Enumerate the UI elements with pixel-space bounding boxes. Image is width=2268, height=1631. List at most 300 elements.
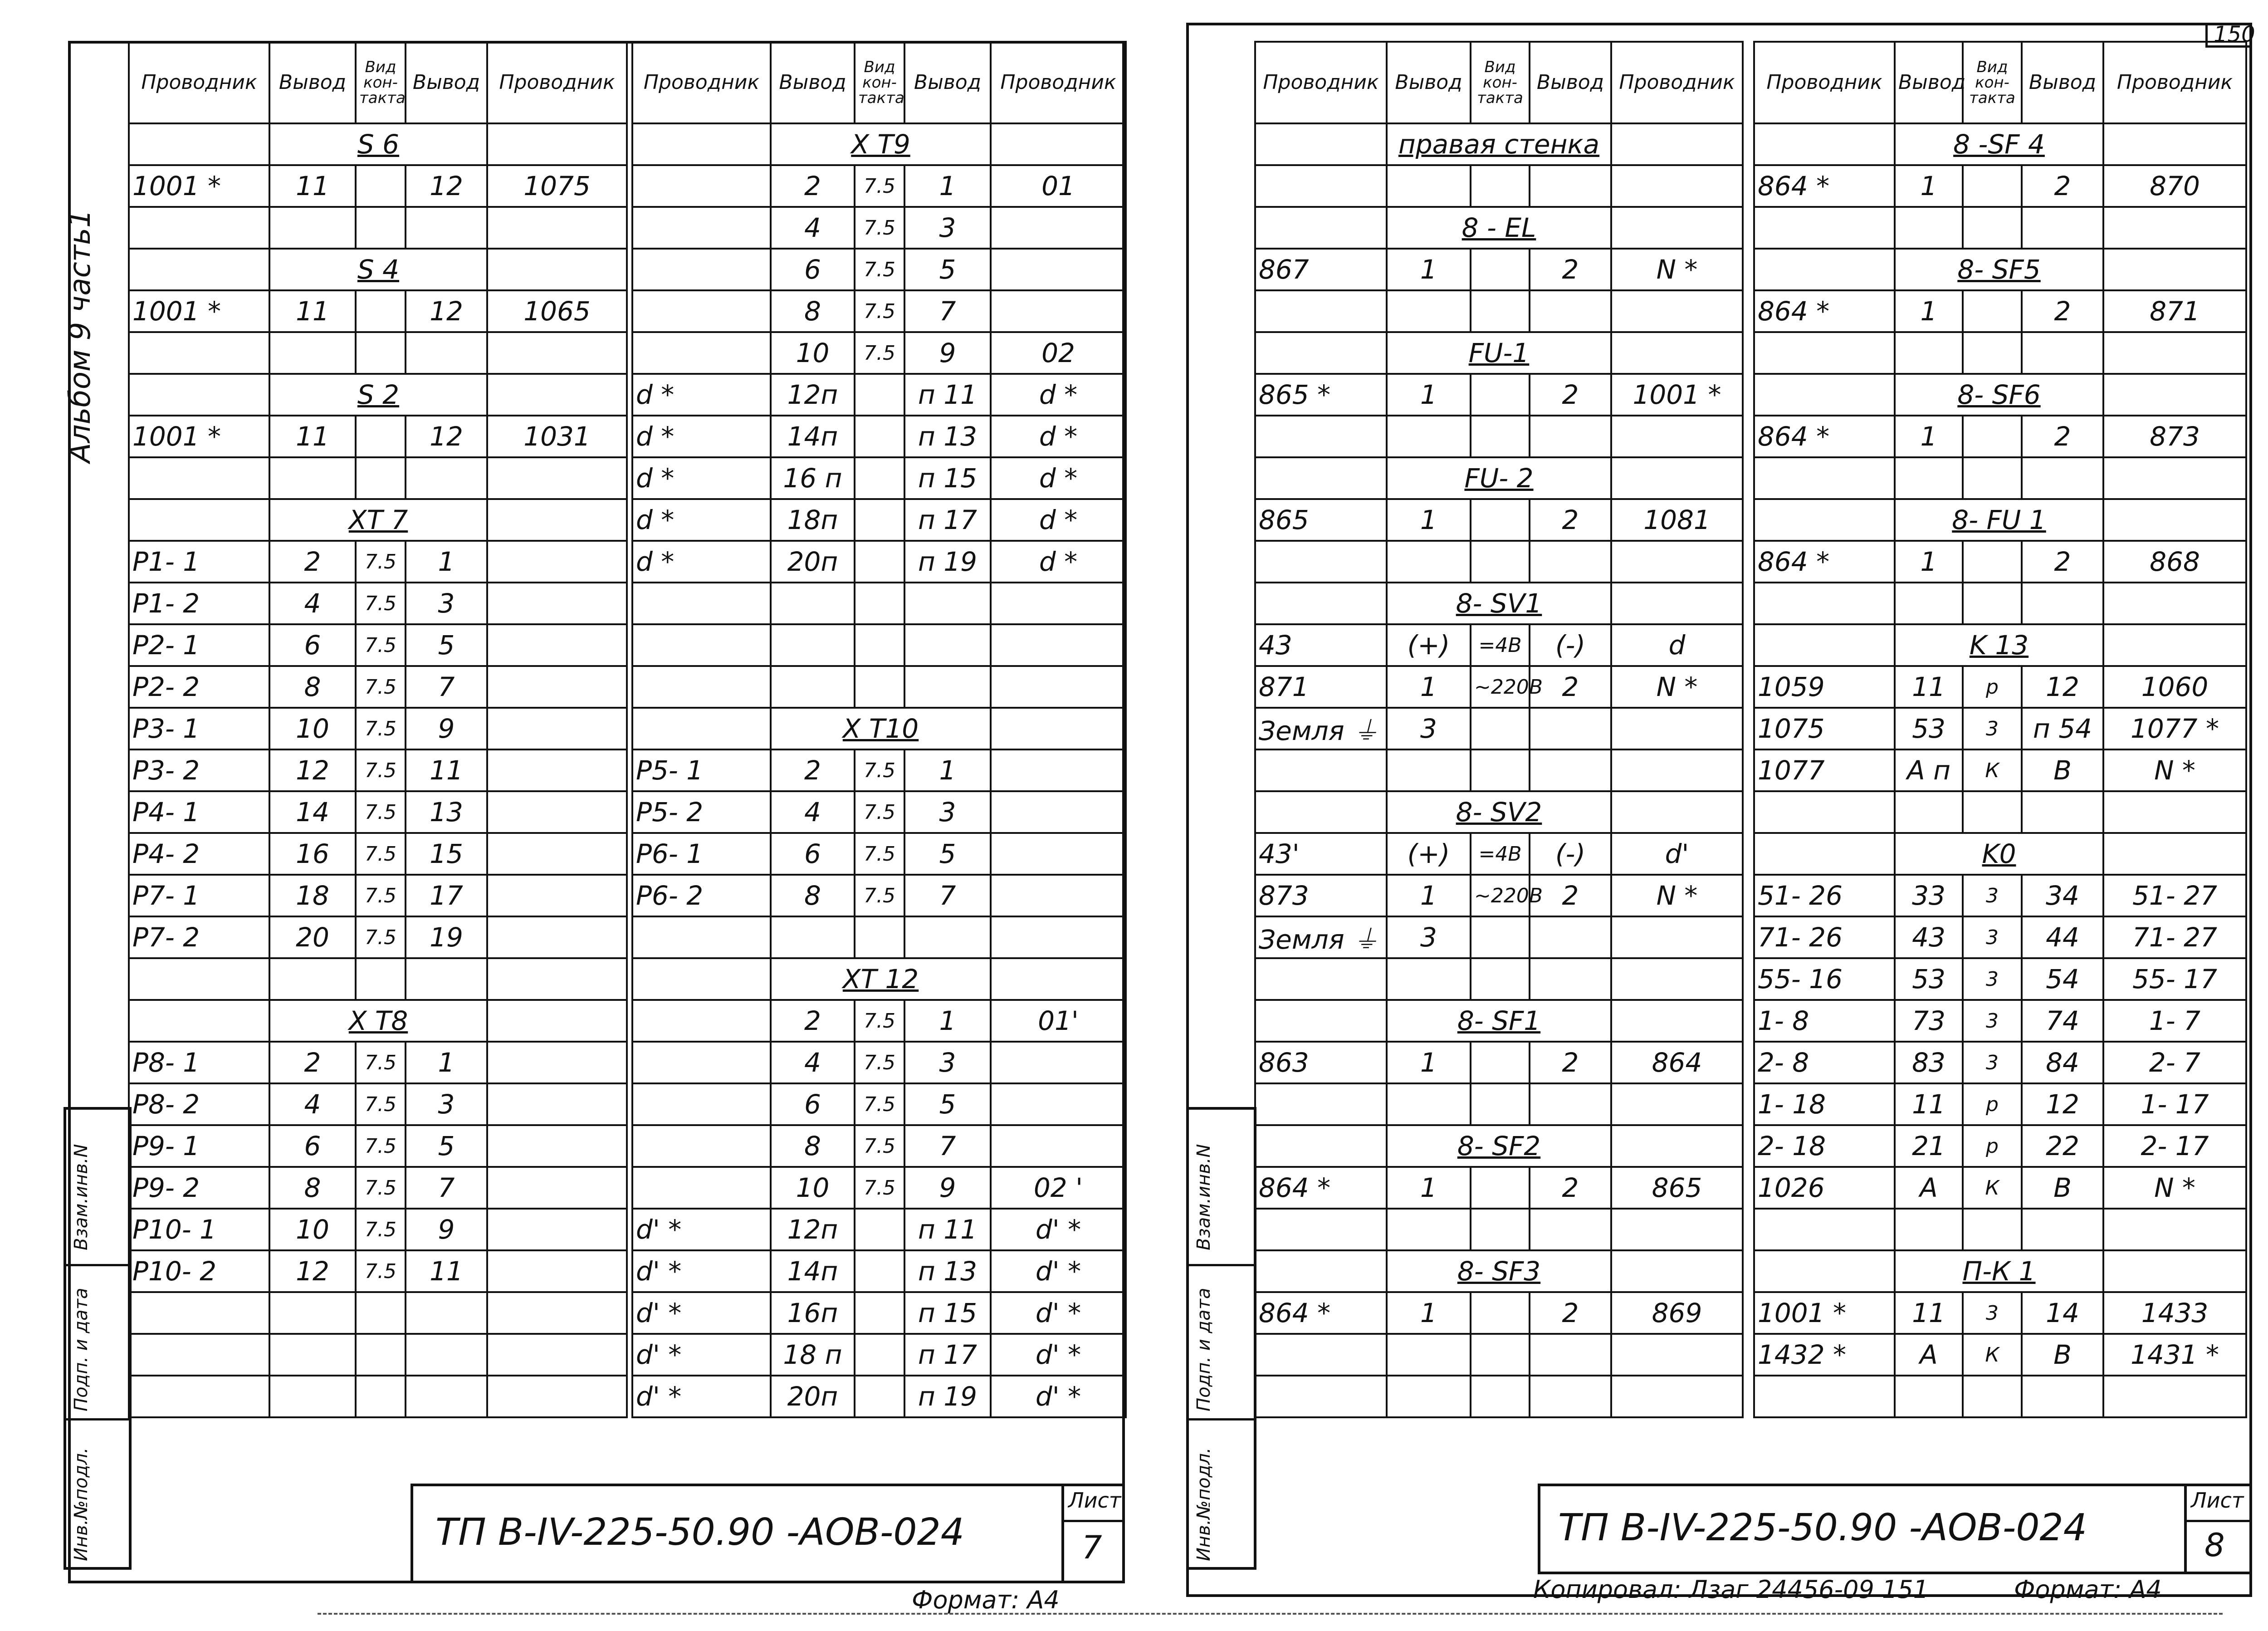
table-cell: 7.5 — [356, 749, 406, 791]
table-row — [129, 749, 627, 791]
table-cell — [487, 708, 627, 749]
table-cell — [356, 290, 406, 332]
table-cell — [129, 1292, 269, 1334]
table-cell — [1754, 791, 1895, 833]
table-cell — [406, 1376, 487, 1417]
table-row — [129, 1209, 627, 1250]
table-cell — [406, 1292, 487, 1334]
table-cell — [1255, 207, 1387, 249]
table-cell — [2103, 499, 2246, 541]
table-cell — [1471, 249, 1530, 290]
table-cell: 7.5 — [855, 833, 904, 875]
table-cell — [1963, 1376, 2022, 1417]
table-row — [1255, 290, 1743, 332]
table-cell — [1963, 416, 2022, 457]
table-cell: 871 — [1255, 666, 1387, 708]
table-cell: d * — [632, 541, 771, 583]
table-row — [632, 749, 1126, 791]
group-heading: XT 7 — [269, 499, 487, 541]
table-cell: 5 — [904, 1083, 991, 1125]
table-cell: 2 — [771, 165, 855, 207]
table-row — [129, 583, 627, 624]
table-cell — [855, 1209, 904, 1250]
table-cell — [1611, 708, 1743, 749]
table-cell: 1 — [1895, 165, 1963, 207]
sheet7-format: Формат: А4 — [912, 1586, 1060, 1614]
table-row — [1754, 123, 2246, 165]
table-cell — [1963, 583, 2022, 624]
table-cell: 17 — [406, 875, 487, 916]
table-cell: 11 — [269, 290, 356, 332]
table-row — [1255, 374, 1743, 416]
table-cell: А — [1895, 1334, 1963, 1376]
group-heading: 8- SF6 — [1895, 374, 2103, 416]
table-cell — [406, 207, 487, 249]
table-cell: d' * — [991, 1376, 1126, 1417]
table-cell: 7 — [904, 1125, 991, 1167]
table-cell: п 19 — [904, 1376, 991, 1417]
table-row — [1255, 457, 1743, 499]
table-cell — [487, 1292, 627, 1334]
table-cell: 2 — [2022, 290, 2103, 332]
table-cell: 2 — [1530, 374, 1611, 416]
table-cell — [1611, 457, 1743, 499]
table-cell: К — [1963, 1334, 2022, 1376]
table-cell: 1 — [1387, 666, 1471, 708]
table-cell: 13 — [406, 791, 487, 833]
table-cell: 1 — [406, 1042, 487, 1083]
table-cell — [855, 666, 904, 708]
table-cell — [1387, 165, 1471, 207]
table-cell — [1387, 1334, 1471, 1376]
table-cell: 7 — [904, 875, 991, 916]
table-row — [1255, 958, 1743, 1000]
table-cell — [771, 666, 855, 708]
table-cell — [2103, 791, 2246, 833]
table-cell — [406, 958, 487, 1000]
table-cell: 1031 — [487, 416, 627, 457]
table-cell: 33 — [1895, 875, 1963, 916]
table-cell — [991, 958, 1126, 1000]
table-cell: d' * — [632, 1209, 771, 1250]
table-cell — [2103, 207, 2246, 249]
table-cell: P10- 1 — [129, 1209, 269, 1250]
table-row — [632, 290, 1126, 332]
group-heading: 8- SV2 — [1387, 791, 1611, 833]
table-cell: N * — [2103, 749, 2246, 791]
table-cell — [1611, 290, 1743, 332]
table-row — [1255, 749, 1743, 791]
table-cell: 6 — [269, 624, 356, 666]
table-cell: 1001 * — [129, 165, 269, 207]
table-cell: 51- 27 — [2103, 875, 2246, 916]
table-cell: 11 — [269, 165, 356, 207]
table-cell: 4 — [269, 1083, 356, 1125]
table-row — [632, 249, 1126, 290]
table-cell — [1611, 958, 1743, 1000]
table-cell — [632, 165, 771, 207]
table-cell — [1471, 1376, 1530, 1417]
table-cell — [129, 1376, 269, 1417]
table-cell: 01' — [991, 1000, 1126, 1042]
header-conductor: Проводник — [1754, 42, 1895, 123]
table-cell — [2022, 1209, 2103, 1250]
table-cell — [406, 1334, 487, 1376]
table-cell: d * — [991, 416, 1126, 457]
table-row — [129, 833, 627, 875]
table-cell — [632, 1167, 771, 1209]
header-contact-type: Вид кон- такта — [1471, 42, 1530, 123]
table-cell: P7- 2 — [129, 916, 269, 958]
table-row — [1255, 1000, 1743, 1042]
table-cell: 1 — [904, 165, 991, 207]
table-cell: 2 — [1530, 875, 1611, 916]
table-row — [1255, 165, 1743, 207]
table-cell: N * — [1611, 875, 1743, 916]
table-cell: 5 — [406, 624, 487, 666]
table-cell — [904, 624, 991, 666]
table-cell: 3 — [1387, 708, 1471, 749]
table-cell: 7.5 — [356, 1125, 406, 1167]
table-cell: ~220В — [1471, 875, 1530, 916]
table-cell — [855, 1376, 904, 1417]
table-cell: =4В — [1471, 624, 1530, 666]
table-cell — [2103, 1250, 2246, 1292]
table-cell — [1611, 1334, 1743, 1376]
table-row — [632, 1000, 1126, 1042]
table-cell: 21 — [1895, 1125, 1963, 1167]
table-cell — [1611, 416, 1743, 457]
table-cell: 1075 — [1754, 708, 1895, 749]
table-cell — [1387, 958, 1471, 1000]
table-row — [632, 833, 1126, 875]
table-cell: 7.5 — [855, 1125, 904, 1167]
table-cell: 11 — [406, 1250, 487, 1292]
table-cell: 7.5 — [855, 875, 904, 916]
table-cell: 8 — [771, 875, 855, 916]
table-row — [1255, 708, 1743, 749]
sheet7-table-b — [631, 41, 1127, 1418]
table-row — [1255, 1250, 1743, 1292]
table-row — [129, 332, 627, 374]
table-cell — [1963, 290, 2022, 332]
table-row — [632, 1042, 1126, 1083]
table-cell: 53 — [1895, 958, 1963, 1000]
table-cell: 8 — [269, 1167, 356, 1209]
table-cell: P4- 2 — [129, 833, 269, 875]
table-cell — [1471, 374, 1530, 416]
table-cell: 1001 * — [1754, 1292, 1895, 1334]
header-conductor: Проводник — [632, 42, 771, 123]
table-row — [632, 583, 1126, 624]
table-cell: р — [1963, 666, 2022, 708]
table-cell — [2022, 1376, 2103, 1417]
table-cell — [1754, 1209, 1895, 1250]
table-cell — [1754, 207, 1895, 249]
table-row — [1255, 1125, 1743, 1167]
table-cell — [2103, 833, 2246, 875]
table-cell — [1255, 165, 1387, 207]
table-cell: P8- 2 — [129, 1083, 269, 1125]
table-cell — [632, 249, 771, 290]
table-cell: р — [1963, 1125, 2022, 1167]
table-cell: 7.5 — [356, 624, 406, 666]
table-cell — [1754, 1376, 1895, 1417]
table-cell — [406, 332, 487, 374]
table-cell — [855, 1292, 904, 1334]
table-row — [1255, 1042, 1743, 1083]
table-row — [1255, 123, 1743, 165]
table-row — [129, 416, 627, 457]
table-cell: d' * — [991, 1334, 1126, 1376]
group-heading: 8- SF2 — [1387, 1125, 1611, 1167]
table-row — [129, 666, 627, 708]
table-cell — [1754, 833, 1895, 875]
table-cell — [269, 958, 356, 1000]
table-cell: 1- 8 — [1754, 1000, 1895, 1042]
table-cell: 3 — [1387, 916, 1471, 958]
table-row — [129, 1376, 627, 1417]
table-cell — [1471, 749, 1530, 791]
table-row — [632, 416, 1126, 457]
table-cell — [1611, 1209, 1743, 1250]
table-cell: В — [2022, 749, 2103, 791]
table-cell — [487, 875, 627, 916]
table-cell: 7.5 — [855, 1167, 904, 1209]
table-cell — [269, 332, 356, 374]
table-cell — [1471, 416, 1530, 457]
table-row — [632, 1376, 1126, 1417]
header-terminal: Вывод — [2022, 42, 2103, 123]
table-row — [632, 1083, 1126, 1125]
table-cell — [356, 457, 406, 499]
table-cell: 6 — [771, 249, 855, 290]
table-cell: 2 — [1530, 1042, 1611, 1083]
table-cell — [1754, 332, 1895, 374]
table-cell: =4В — [1471, 833, 1530, 875]
sheet7-side-stamp — [64, 1107, 132, 1570]
table-cell — [855, 916, 904, 958]
table-cell: d' * — [991, 1292, 1126, 1334]
table-cell — [487, 207, 627, 249]
table-cell — [1611, 332, 1743, 374]
table-cell: 1432 * — [1754, 1334, 1895, 1376]
table-cell — [1471, 916, 1530, 958]
group-heading: 8 -SF 4 — [1895, 123, 2103, 165]
table-cell: 7.5 — [356, 1083, 406, 1125]
table-cell: 1 — [904, 1000, 991, 1042]
table-cell: 9 — [406, 708, 487, 749]
table-cell: 864 * — [1255, 1292, 1387, 1334]
header-contact-type: Вид кон- такта — [855, 42, 904, 123]
table-cell — [991, 1042, 1126, 1083]
table-cell — [1530, 541, 1611, 583]
table-cell: 1 — [1895, 290, 1963, 332]
side-label-replace-inv: Взам.инв.N — [71, 1144, 92, 1250]
table-cell: 16п — [771, 1292, 855, 1334]
group-heading: K0 — [1895, 833, 2103, 875]
table-cell: 12 — [2022, 1083, 2103, 1125]
table-cell: 73 — [1895, 1000, 1963, 1042]
table-cell: 7.5 — [356, 666, 406, 708]
table-cell — [356, 1376, 406, 1417]
table-cell: 864 * — [1754, 165, 1895, 207]
table-cell: 11 — [1895, 1083, 1963, 1125]
table-cell — [487, 749, 627, 791]
table-row — [1754, 916, 2246, 958]
table-cell: 2 — [2022, 165, 2103, 207]
table-cell — [1530, 290, 1611, 332]
table-cell — [1754, 624, 1895, 666]
group-heading: 8- SF1 — [1387, 1000, 1611, 1042]
table-cell — [2103, 123, 2246, 165]
table-cell: 01 — [991, 165, 1126, 207]
table-cell: 14 — [269, 791, 356, 833]
table-cell — [487, 624, 627, 666]
table-cell — [855, 583, 904, 624]
table-cell: P9- 2 — [129, 1167, 269, 1209]
table-cell: 20 — [269, 916, 356, 958]
side-label-inv-no: Инв.№подл. — [71, 1447, 92, 1561]
sheet8-table-c — [1254, 41, 1744, 1418]
table-row — [632, 123, 1126, 165]
table-row — [1754, 1209, 2246, 1250]
table-cell — [487, 666, 627, 708]
table-row — [1754, 374, 2246, 416]
table-cell: 7.5 — [356, 916, 406, 958]
table-cell — [991, 916, 1126, 958]
table-cell — [2103, 249, 2246, 290]
table-cell: ~220В — [1471, 666, 1530, 708]
table-cell — [1611, 749, 1743, 791]
table-row — [1754, 1083, 2246, 1125]
table-cell — [632, 207, 771, 249]
table-cell — [1471, 1083, 1530, 1125]
table-row — [632, 457, 1126, 499]
table-cell: 2 — [2022, 541, 2103, 583]
table-row — [129, 958, 627, 1000]
table-cell: 2 — [771, 1000, 855, 1042]
table-cell — [487, 457, 627, 499]
table-cell: 2 — [269, 1042, 356, 1083]
table-cell: К — [1963, 749, 2022, 791]
table-row — [129, 123, 627, 165]
table-row — [1255, 875, 1743, 916]
table-row — [129, 541, 627, 583]
table-cell: 3 — [406, 1083, 487, 1125]
table-cell: В — [2022, 1167, 2103, 1209]
table-cell — [1471, 1334, 1530, 1376]
table-cell — [356, 416, 406, 457]
sheet8-format: Формат: А4 — [2014, 1575, 2162, 1604]
table-row — [632, 624, 1126, 666]
table-cell: 3 — [1963, 1292, 2022, 1334]
sheet8-sheet-number: 8 — [2204, 1527, 2225, 1564]
table-cell — [1387, 541, 1471, 583]
table-cell — [1895, 1209, 1963, 1250]
table-cell — [1255, 290, 1387, 332]
table-cell: P7- 1 — [129, 875, 269, 916]
group-heading: X T8 — [269, 1000, 487, 1042]
table-cell — [487, 1167, 627, 1209]
table-cell: 7.5 — [356, 1250, 406, 1292]
table-cell: 71- 26 — [1754, 916, 1895, 958]
sheet8-sheet-label: Лист — [2191, 1488, 2244, 1513]
header-terminal: Вывод — [1530, 42, 1611, 123]
table-row — [632, 1125, 1126, 1167]
table-cell: 1- 18 — [1754, 1083, 1895, 1125]
table-row — [1754, 457, 2246, 499]
table-row — [1754, 749, 2246, 791]
table-cell — [1963, 791, 2022, 833]
table-cell — [1895, 207, 1963, 249]
table-cell: 1065 — [487, 290, 627, 332]
table-row — [1754, 666, 2246, 708]
header-terminal: Вывод — [1895, 42, 1963, 123]
cut-line — [318, 1613, 2223, 1615]
table-cell: (+) — [1387, 624, 1471, 666]
table-cell — [855, 624, 904, 666]
table-cell — [632, 1083, 771, 1125]
table-cell — [1530, 916, 1611, 958]
table-cell: 1 — [406, 541, 487, 583]
table-cell: d * — [632, 499, 771, 541]
table-cell: 7.5 — [356, 833, 406, 875]
table-cell: 4 — [771, 791, 855, 833]
table-cell: 12 — [406, 290, 487, 332]
table-cell — [855, 499, 904, 541]
table-cell — [1255, 541, 1387, 583]
table-cell — [129, 249, 269, 290]
table-cell: 3 — [1963, 1042, 2022, 1083]
table-cell: 7.5 — [356, 708, 406, 749]
table-cell — [129, 1000, 269, 1042]
table-cell: 7.5 — [855, 207, 904, 249]
sheet7-doc-code: ТП В-IV-225-50.90 -АОВ-024 — [435, 1511, 964, 1554]
table-cell: 867 — [1255, 249, 1387, 290]
table-cell: 83 — [1895, 1042, 1963, 1083]
table-cell: п 11 — [904, 1209, 991, 1250]
table-cell — [771, 916, 855, 958]
table-cell — [1754, 583, 1895, 624]
table-cell — [1255, 791, 1387, 833]
group-heading: K 13 — [1895, 624, 2103, 666]
table-cell — [1611, 207, 1743, 249]
table-cell: P6- 1 — [632, 833, 771, 875]
page-number: 150 — [2214, 22, 2255, 47]
table-cell: 55- 16 — [1754, 958, 1895, 1000]
group-heading: X T10 — [771, 708, 991, 749]
table-cell: 1 — [1387, 1042, 1471, 1083]
side-label-sign-date: Подп. и дата — [1193, 1288, 1214, 1411]
table-cell — [991, 624, 1126, 666]
table-cell: P1- 1 — [129, 541, 269, 583]
table-cell: 2- 7 — [2103, 1042, 2246, 1083]
table-cell: К — [1963, 1167, 2022, 1209]
table-cell: 53 — [1895, 708, 1963, 749]
table-cell: 74 — [2022, 1000, 2103, 1042]
sheet7-sheet-number: 7 — [1082, 1529, 1102, 1566]
table-cell — [1255, 1209, 1387, 1250]
table-cell — [487, 791, 627, 833]
table-row — [1255, 1209, 1743, 1250]
table-cell — [1754, 457, 1895, 499]
table-cell: d * — [632, 374, 771, 416]
table-cell — [632, 290, 771, 332]
header-terminal: Вывод — [1387, 42, 1471, 123]
table-cell: п 17 — [904, 499, 991, 541]
table-cell: 1 — [1387, 499, 1471, 541]
